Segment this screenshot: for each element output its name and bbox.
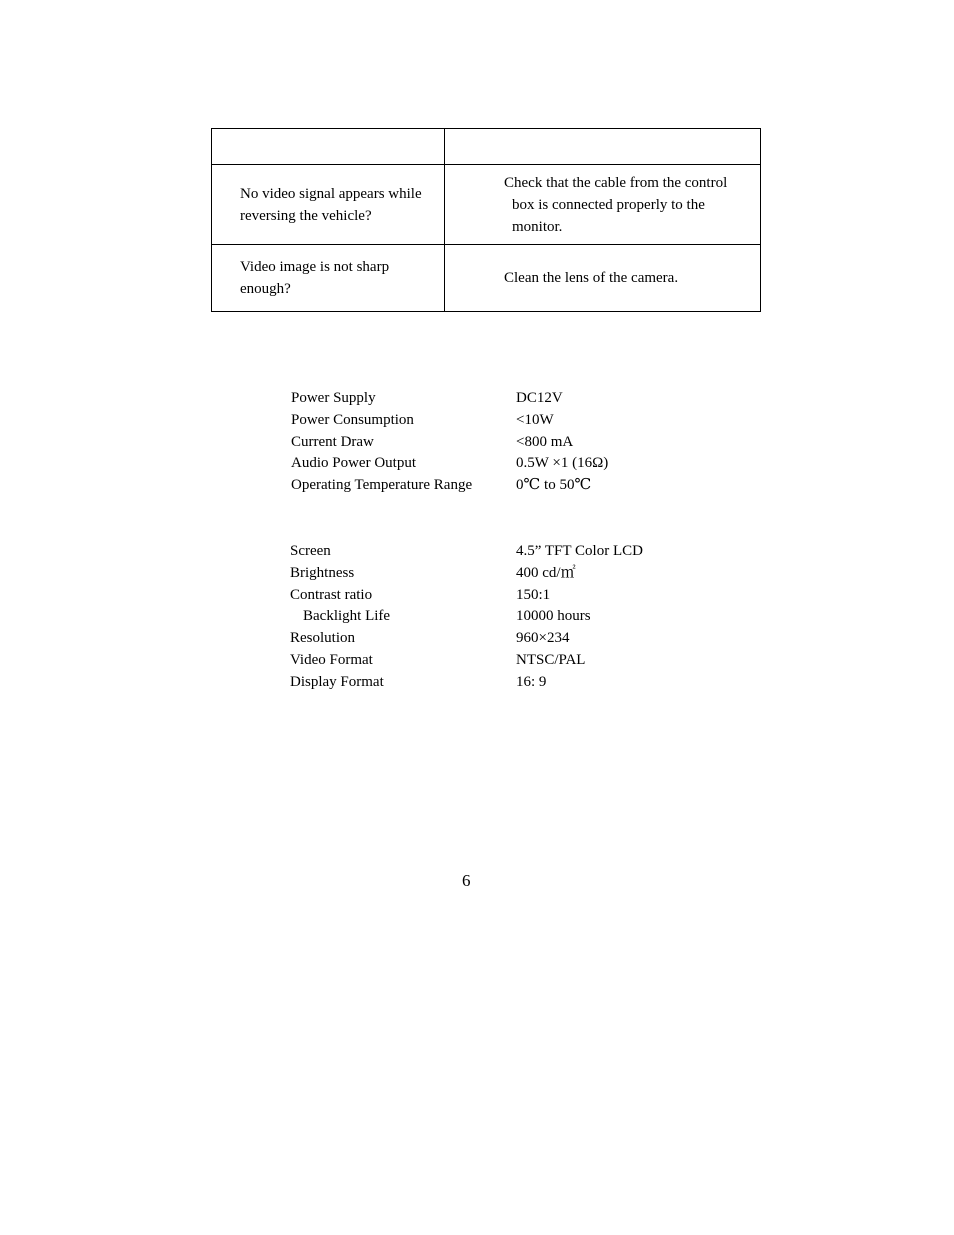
spec-label: Current Draw [291, 433, 374, 450]
spec-label: Contrast ratio [290, 586, 373, 603]
spec-value: 16: 9 [516, 673, 547, 690]
troubleshooting-table [211, 128, 761, 312]
spec-label: Operating Temperature Range [291, 477, 473, 494]
spec-label: Power Consumption [291, 411, 414, 428]
table-row [212, 245, 761, 312]
spec-value: NTSC/PAL [516, 651, 586, 668]
problem-header-cell [212, 129, 445, 165]
spec-value: 0℃ to 50℃ [516, 477, 592, 494]
spec-row [290, 541, 690, 563]
spec-value: 400 cd/㎡ [516, 564, 576, 581]
spec-label: Resolution [290, 630, 356, 647]
spec-label: Brightness [290, 564, 355, 581]
page-number: 6 [462, 871, 471, 890]
spec-label: Screen [290, 543, 331, 559]
problem-cell [212, 165, 445, 245]
spec-row [291, 410, 691, 432]
problem-text: No video signal appears while reversing the vehicle? [240, 185, 422, 224]
spec-value: <800 mA [516, 433, 574, 450]
spec-row [290, 585, 690, 607]
spec-row [290, 606, 690, 628]
spec-value: 0.5W ×1 (16Ω) [516, 455, 609, 472]
solution-header-cell [445, 129, 761, 165]
spec-row [291, 388, 691, 410]
solution-cell [445, 245, 761, 312]
spec-value: DC12V [516, 390, 563, 406]
spec-value: 150:1 [516, 586, 551, 603]
table-row [212, 165, 761, 245]
spec-row [291, 475, 691, 497]
spec-row [290, 628, 690, 650]
spec-row [291, 453, 691, 475]
spec-row [291, 432, 691, 454]
electrical-spec-list [291, 388, 691, 497]
solution-cell [445, 165, 761, 245]
spec-label: Audio Power Output [291, 455, 416, 472]
spec-row [290, 650, 690, 672]
spec-label: Display Format [290, 673, 384, 690]
spec-value: 10000 hours [516, 608, 591, 625]
problem-text: Video image is not sharp enough? [240, 259, 390, 297]
spec-label: Power Supply [291, 390, 376, 406]
spec-label: Backlight Life [303, 608, 391, 625]
display-spec-list [290, 541, 690, 694]
solution-text: Check that the cable from the control box is connected properly to the monitor. [504, 174, 728, 235]
spec-label: Video Format [290, 651, 373, 668]
spec-row [290, 672, 690, 694]
spec-value: <10W [516, 411, 554, 428]
table-header-row [212, 129, 761, 165]
problem-cell [212, 245, 445, 312]
spec-value: 4.5” TFT Color LCD [516, 543, 643, 559]
spec-value: 960×234 [516, 630, 570, 647]
spec-row [290, 563, 690, 585]
solution-text: Clean the lens of the camera. [504, 270, 679, 286]
